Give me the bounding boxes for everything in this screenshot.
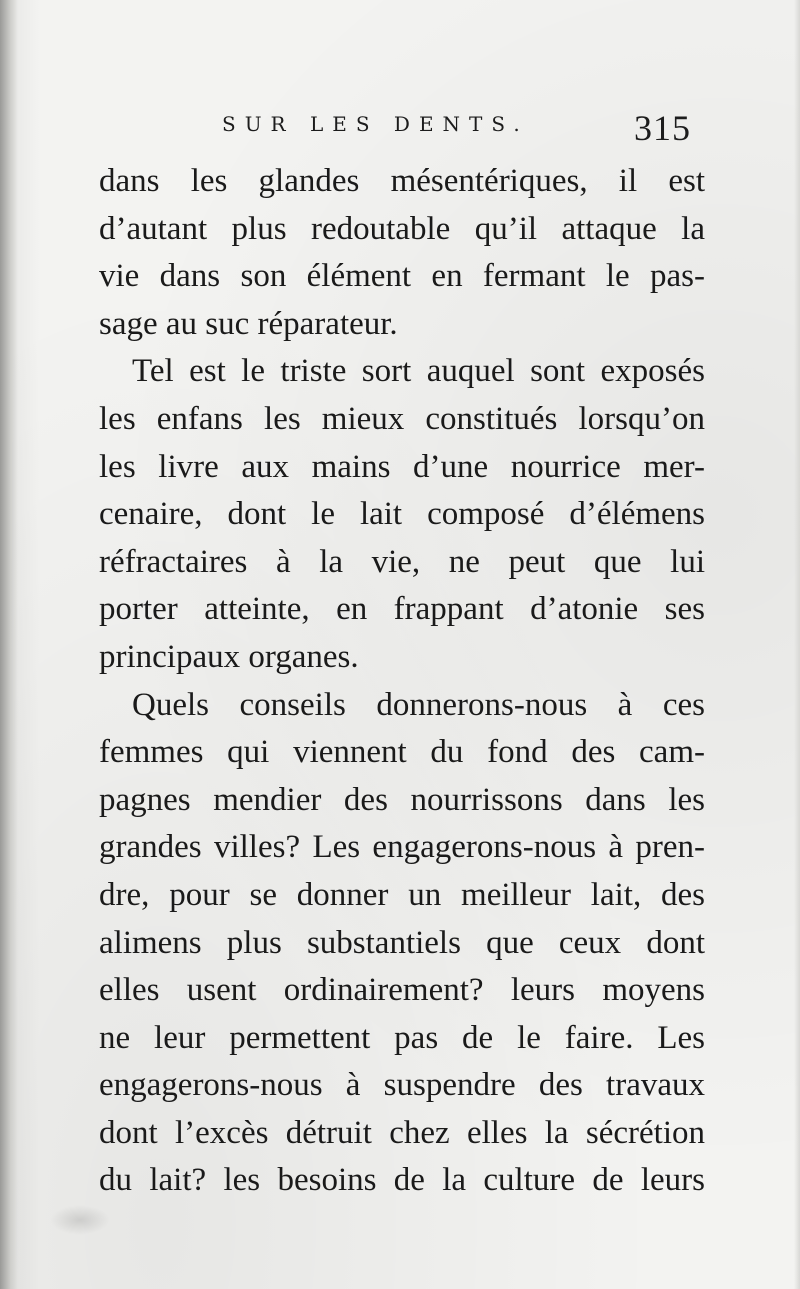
- page-gutter-shadow: [0, 0, 18, 1289]
- text-line: Tel est le triste sort auquel sont exposés: [132, 353, 705, 390]
- text-line: principaux organes.: [99, 638, 359, 675]
- page-number: 315: [634, 108, 691, 148]
- text-line: dans les glandes mésentériques, il est: [99, 163, 705, 199]
- text-line: sage au suc réparateur.: [99, 305, 398, 342]
- text-line: dre, pour se donner un meilleur lait, des: [99, 876, 705, 913]
- text-line: pagnes mendier des nourrissons dans les: [99, 781, 705, 818]
- text-line: Quels conseils donnerons-nous à ces: [132, 686, 705, 723]
- text-line: femmes qui viennent du fond des cam-: [99, 734, 705, 771]
- running-head: SUR LES DENTS.: [222, 112, 529, 136]
- text-line: les livre aux mains d’une nourrice mer-: [99, 448, 705, 485]
- body-text: [99, 158, 705, 1205]
- text-line: elles usent ordinairement? leurs moyens: [99, 972, 705, 1009]
- text-line: dont l’excès détruit chez elles la sécrétion: [99, 1114, 705, 1151]
- text-line: grandes villes? Les engagerons-nous à pren-: [99, 829, 705, 866]
- text-line: engagerons-nous à suspendre des travaux: [99, 1067, 705, 1104]
- text-line: ne leur permettent pas de le faire. Les: [99, 1019, 705, 1056]
- ink-smudge: [50, 1205, 110, 1235]
- text-line: vie dans son élément en fermant le pas-: [99, 258, 705, 295]
- text-line: du lait? les besoins de la culture de leurs: [99, 1162, 705, 1199]
- text-line: alimens plus substantiels que ceux dont: [99, 924, 705, 961]
- text-line: d’autant plus redoutable qu’il attaque la: [99, 210, 705, 247]
- text-line: cenaire, dont le lait composé d’élémens: [99, 496, 705, 533]
- page-edge: [794, 0, 800, 1289]
- text-line: réfractaires à la vie, ne peut que lui: [99, 543, 705, 580]
- text-line: les enfans les mieux constitués lorsqu’on: [99, 400, 705, 437]
- text-line: porter atteinte, en frappant d’atonie ses: [99, 591, 705, 628]
